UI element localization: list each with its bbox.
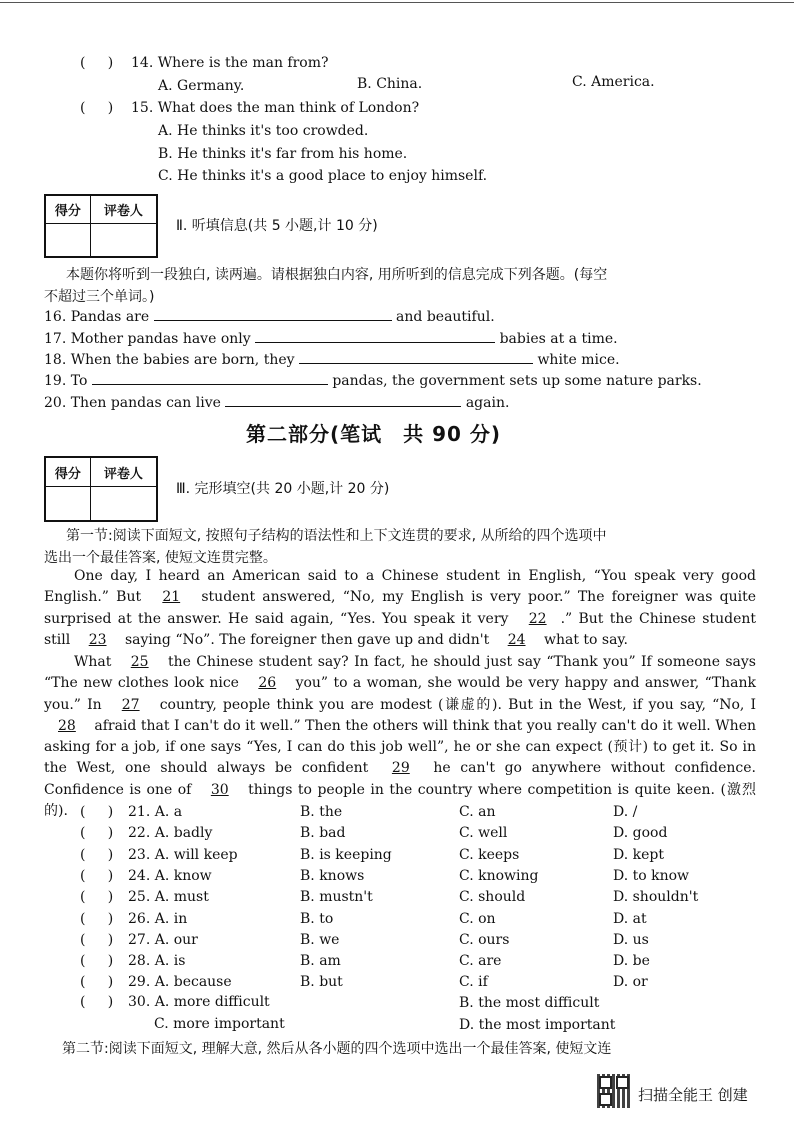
- cloze-option-c: C. ours: [459, 931, 510, 948]
- cloze-option-c: C. well: [459, 825, 508, 842]
- section-2-instruction-1: 本题你将听到一段独白, 读两遍。请根据独白内容, 用所听到的信息完成下列各题。(每空: [66, 267, 608, 283]
- cloze-blank-28[interactable]: 28: [58, 717, 76, 734]
- cloze-option-a: 29. A. because: [128, 974, 232, 991]
- answer-bracket: ( ): [80, 55, 114, 71]
- cloze-option-c: C. keeps: [459, 846, 520, 863]
- section-2-instruction-2: 不超过三个单词。): [44, 289, 155, 305]
- fill-blank-19[interactable]: [92, 370, 328, 385]
- cloze-option-b: B. am: [300, 953, 341, 970]
- q15-option-b: B. He thinks it's far from his home.: [158, 146, 408, 162]
- cloze-option-a: 21. A. a: [128, 804, 183, 820]
- cloze-blank-27[interactable]: 27: [121, 696, 140, 713]
- q15-option-c: C. He thinks it's a good place to enjoy himself.: [158, 168, 488, 184]
- q14-option-a: A. Germany.: [158, 78, 245, 94]
- section-3-title: Ⅲ. 完形填空(共 20 小题,计 20 分): [176, 481, 390, 497]
- cloze-option-a: 23. A. will keep: [128, 846, 238, 863]
- cloze-option-a: 24. A. know: [128, 867, 212, 884]
- cloze-blank-21[interactable]: 21: [162, 589, 181, 606]
- cloze-option-b: B. the: [300, 804, 343, 820]
- score-cell[interactable]: [46, 224, 91, 257]
- cloze-option-c: C. are: [459, 953, 502, 970]
- question-14: 14. Where is the man from?: [131, 55, 329, 71]
- cloze-blank-29[interactable]: 29: [391, 760, 410, 777]
- answer-bracket: ( ): [80, 889, 114, 906]
- cloze-option-d: D. at: [613, 910, 647, 927]
- grader-label: 评卷人: [90, 458, 156, 487]
- cloze-option-d: D. us: [613, 931, 649, 948]
- score-box: [44, 194, 158, 258]
- cloze-option-b: B. bad: [300, 825, 346, 842]
- score-cell[interactable]: [46, 487, 91, 521]
- cloze-paragraph-1: One day, I heard an American said to a Chinese student in English, “You speak very good English.” But 21 student answered, “No, my English is very poor.” The foreigner was quite surprised at the answer. He said again, “Yes. You speak it very 22 .” But the Chinese student still 23 saying “No”. The foreigner then gave up and didn't 24 what to say.: [44, 568, 757, 648]
- answer-bracket: ( ): [80, 846, 114, 863]
- answer-bracket: ( ): [80, 825, 114, 842]
- question-15: 15. What does the man think of London?: [131, 100, 420, 116]
- cloze-option-d: D. be: [613, 953, 650, 970]
- q30-option-a: 30. A. more difficult: [128, 994, 270, 1010]
- section-last-instruction: 第二节:阅读下面短文, 理解大意, 然后从各小题的四个选项中选出一个最佳答案, 使短文连: [62, 1041, 612, 1057]
- cloze-paragraph-2: What 25 the Chinese student say? In fact, he should just say “Thank you” If someone says “The new clothes look nice 26 you” to a woman, she would be very happy and answer, “Thank you.” In 27 country, people think you are modest (谦虚的). But in the West, if you say, “No, I 28 afraid that I can't do it well.” Then the others will think that you really can't do it well. When asking for a job, if one says “Yes, I can do this job well”, he or she can expect (预计) to get it. So in the West, one should always be confident 29 he can't go anywhere without confidence. Confidence is one of 30 things to people in the country where competition is quite keen. (激烈的).: [44, 654, 757, 820]
- scanner-watermark: 扫描全能王 创建: [638, 1086, 748, 1104]
- cloze-option-b: B. to: [300, 910, 334, 927]
- cloze-option-b: B. we: [300, 931, 340, 948]
- cloze-option-c: C. on: [459, 910, 496, 927]
- grader-label: 评卷人: [90, 196, 156, 224]
- fill-item-17: 17. Mother pandas have only babies at a time.: [44, 328, 618, 347]
- cloze-option-a: 22. A. badly: [128, 825, 213, 842]
- cloze-option-c: C. if: [459, 974, 488, 991]
- answer-bracket: ( ): [80, 867, 114, 884]
- fill-blank-18[interactable]: [299, 349, 533, 364]
- answer-bracket: ( ): [80, 910, 114, 927]
- q30-option-d: D. the most important: [459, 1017, 616, 1033]
- cloze-option-d: D. shouldn't: [613, 889, 699, 906]
- score-box: [44, 456, 158, 522]
- fill-blank-20[interactable]: [225, 392, 461, 407]
- fill-item-19: 19. To pandas, the government sets up some nature parks.: [44, 370, 702, 389]
- cloze-option-d: D. or: [613, 974, 648, 991]
- score-label: 得分: [46, 458, 91, 487]
- cloze-option-b: B. is keeping: [300, 846, 392, 863]
- cloze-option-a: 26. A. in: [128, 910, 188, 927]
- grader-cell[interactable]: [90, 224, 156, 257]
- cloze-option-d: D. /: [613, 804, 638, 820]
- q30-option-c: C. more important: [154, 1016, 285, 1032]
- cloze-option-d: D. kept: [613, 846, 664, 863]
- cloze-option-c: C. an: [459, 804, 496, 820]
- answer-bracket: ( ): [80, 994, 114, 1010]
- cloze-blank-25[interactable]: 25: [130, 654, 149, 670]
- score-label: 得分: [46, 196, 91, 224]
- cloze-option-b: B. knows: [300, 867, 365, 884]
- cloze-option-b: B. mustn't: [300, 889, 373, 906]
- section-3-instruction-2: 选出一个最佳答案, 使短文连贯完整。: [44, 550, 277, 566]
- fill-item-20: 20. Then pandas can live again.: [44, 392, 509, 411]
- answer-bracket: ( ): [80, 974, 114, 991]
- cloze-blank-23[interactable]: 23: [88, 631, 107, 648]
- cloze-blank-22[interactable]: 22: [528, 610, 547, 627]
- cloze-blank-26[interactable]: 26: [258, 675, 277, 692]
- grader-cell[interactable]: [90, 487, 156, 521]
- section-3-instruction-1: 第一节:阅读下面短文, 按照句子结构的语法性和上下文连贯的要求, 从所给的四个选项中: [66, 528, 607, 544]
- cloze-option-c: C. knowing: [459, 867, 539, 884]
- cloze-option-a: 27. A. our: [128, 931, 198, 948]
- fill-item-16: 16. Pandas are and beautiful.: [44, 306, 495, 325]
- cloze-blank-24[interactable]: 24: [507, 631, 526, 648]
- qr-code-icon: [597, 1074, 631, 1108]
- cloze-option-d: D. to know: [613, 867, 690, 884]
- q15-option-a: A. He thinks it's too crowded.: [158, 123, 369, 139]
- cloze-option-c: C. should: [459, 889, 526, 906]
- cloze-option-d: D. good: [613, 825, 668, 842]
- cloze-option-a: 25. A. must: [128, 889, 209, 906]
- fill-blank-17[interactable]: [255, 328, 495, 343]
- cloze-option-a: 28. A. is: [128, 953, 186, 970]
- top-border-line: [0, 2, 794, 3]
- fill-blank-16[interactable]: [154, 306, 392, 321]
- part-two-title: 第二部分(笔试 共 90 分): [246, 422, 502, 446]
- answer-bracket: ( ): [80, 953, 114, 970]
- answer-bracket: ( ): [80, 804, 114, 820]
- answer-bracket: ( ): [80, 931, 114, 948]
- q14-option-c: C. America.: [572, 74, 655, 90]
- cloze-option-b: B. but: [300, 974, 343, 991]
- q14-option-b: B. China.: [357, 76, 423, 92]
- answer-bracket: ( ): [80, 100, 114, 116]
- q30-option-b: B. the most difficult: [459, 995, 600, 1011]
- cloze-blank-30[interactable]: 30: [210, 781, 229, 798]
- section-2-title: Ⅱ. 听填信息(共 5 小题,计 10 分): [176, 218, 378, 234]
- fill-item-18: 18. When the babies are born, they white mice.: [44, 349, 620, 368]
